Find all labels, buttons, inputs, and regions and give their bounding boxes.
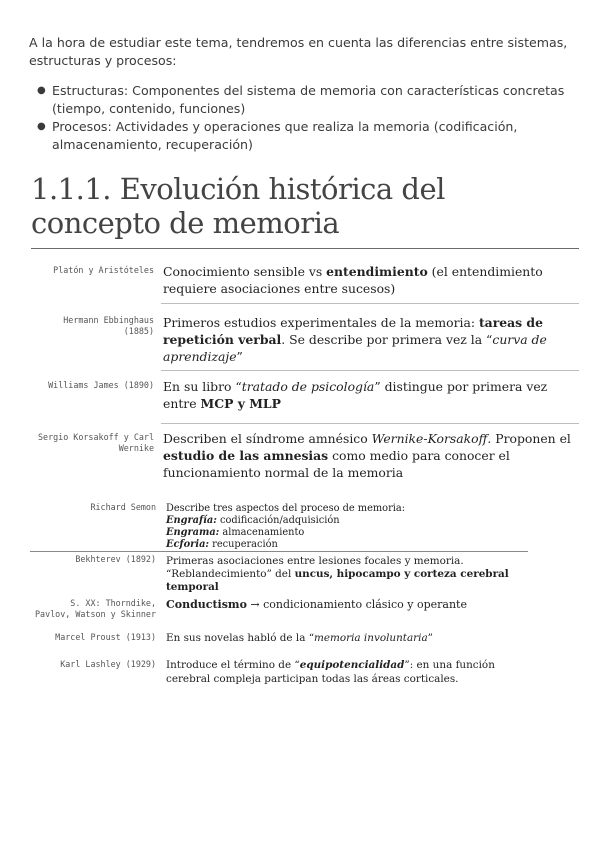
row-divider xyxy=(30,551,528,552)
intro-paragraph: A la hora de estudiar este tema, tendremos en cuenta las diferencias entre sistemas, estructuras y procesos: xyxy=(29,35,568,68)
bullet-list xyxy=(37,82,577,154)
row-author: Hermann Ebbinghaus (1885) xyxy=(63,315,154,336)
row-description: Conocimiento sensible vs entendimiento (el entendimiento requiere asociaciones entre sucesos) xyxy=(163,264,543,296)
row-description: Primeros estudios experimentales de la memoria: tareas de repetición verbal. Se describe por primera vez la “curva de aprendizaje” xyxy=(163,315,547,364)
row-description: Conductismo → condicionamiento clásico y operante xyxy=(166,598,467,611)
list-item: ● Estructuras: Componentes del sistema de memoria con características concretas (tiempo, contenido, funciones) xyxy=(37,83,565,116)
row-description: Describen el síndrome amnésico Wernike-Korsakoff. Proponen el estudio de las amnesias como medio para conocer el funcionamiento normal de la memoria xyxy=(163,431,571,480)
row-author: Sergio Korsakoff y Carl Wernike xyxy=(38,432,154,453)
row-author: Richard Semon xyxy=(90,502,156,512)
row-author: Platón y Aristóteles xyxy=(53,265,154,275)
section-title: 1.1.1. Evolución histórica del concepto de memoria xyxy=(31,172,445,240)
row-author: Karl Lashley (1929) xyxy=(60,659,156,669)
row-author: Marcel Proust (1913) xyxy=(55,632,156,642)
title-divider xyxy=(31,248,579,249)
row-author: Williams James (1890) xyxy=(48,380,154,390)
row-description: Introduce el término de “equipotencialidad”: en una función cerebral compleja participan todas las áreas corticales. xyxy=(166,659,495,685)
row-description: Primeras asociaciones entre lesiones focales y memoria. “Reblandecimiento” del uncus, hipocampo y corteza cerebral temporal xyxy=(166,555,509,593)
row-author: Bekhterev (1892) xyxy=(75,554,156,564)
row-description: En su libro “tratado de psicología” distingue por primera vez entre MCP y MLP xyxy=(163,379,548,411)
bullet-marker: ● xyxy=(37,85,46,96)
row-divider xyxy=(161,423,579,424)
row-divider xyxy=(161,370,579,371)
row-description: Describe tres aspectos del proceso de memoria: Engrafía: codificación/adquisición Engrama: almacenamiento Ecforia: recuperación xyxy=(166,503,406,550)
list-item: ● Procesos: Actividades y operaciones que realiza la memoria (codificación, almacenamiento, recuperación) xyxy=(37,119,518,152)
bullet-marker: ● xyxy=(37,121,46,132)
row-description: En sus novelas habló de la “memoria involuntaria” xyxy=(166,632,433,644)
row-author: S. XX: Thorndike, Pavlov, Watson y Skinner xyxy=(34,598,156,619)
row-divider xyxy=(161,303,579,304)
